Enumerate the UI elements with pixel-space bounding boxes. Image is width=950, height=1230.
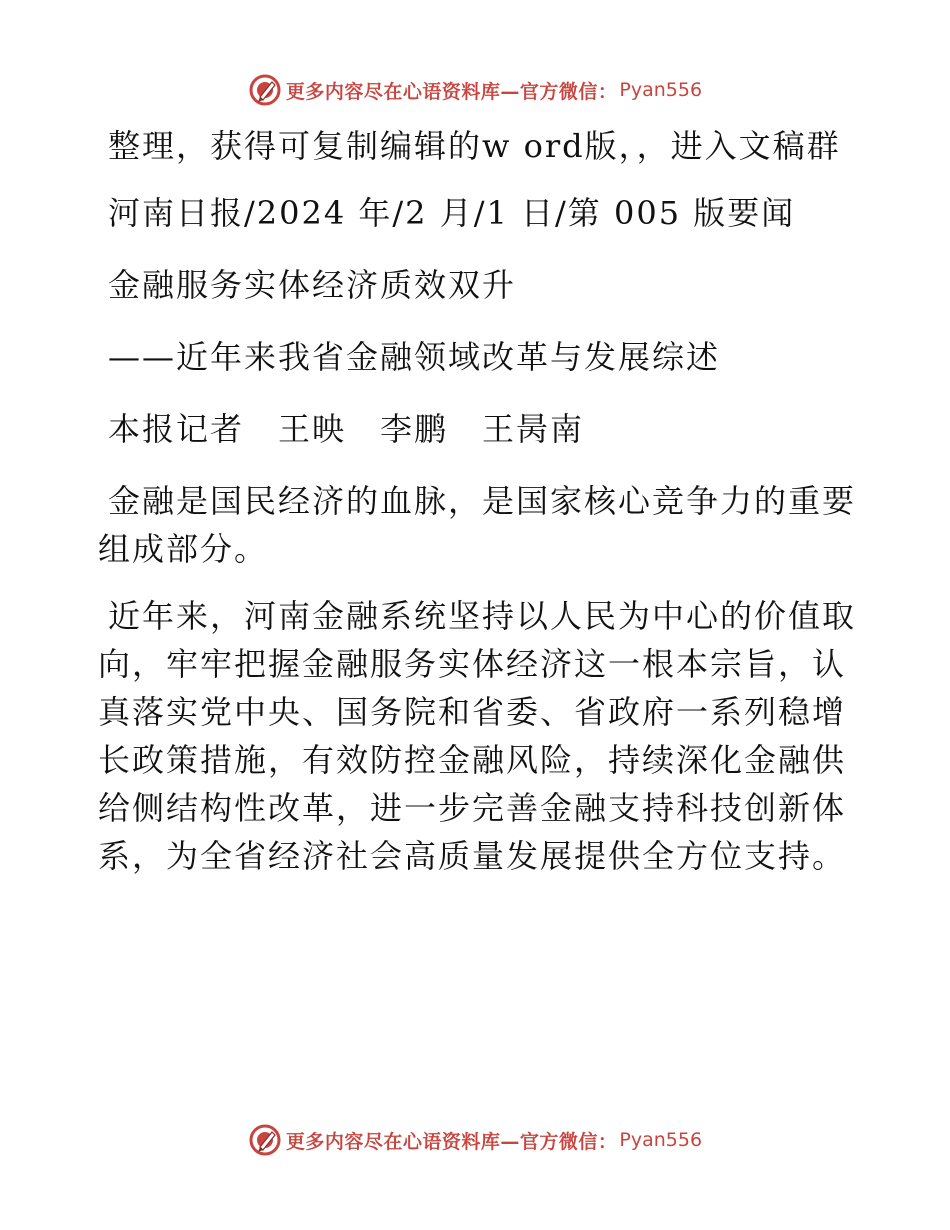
wechat-id: Pyan556 [619, 1129, 703, 1151]
document-body [98, 122, 858, 880]
doc-title: 金融服务实体经济质效双升 [108, 266, 517, 304]
red-seal-pen-icon [248, 1123, 282, 1157]
doc-paragraph: 近年来，河南金融系统坚持以人民为中心的价值取向，牢牢把握金融服务实体经济这一根本宗旨，认真落实党中央、国务院和省委、省政府一系列稳增长政策措施，有效防控金融风险，持续深化金融供给侧结构性改革，进一步完善金融支持科技创新体系，为全省经济社会高质量发展提供全方位支持。 [98, 597, 857, 875]
doc-note: 整理，获得可复制编辑的w ord版，，进入文稿群 [108, 127, 841, 165]
doc-subtitle: ——近年来我省金融领域改革与发展综述 [108, 338, 721, 376]
watermark-text: 更多内容尽在心语资料库—官方微信： [285, 1130, 618, 1153]
wechat-id: Pyan556 [619, 79, 703, 101]
doc-byline: 本报记者 王映 李鹏 王昺南 [108, 410, 585, 448]
doc-paragraph: 金融是国民经济的血脉，是国家核心竞争力的重要组成部分。 [98, 482, 857, 568]
doc-source: 河南日报/2024 年/2 月/1 日/第 005 版要闻 [108, 194, 796, 232]
red-seal-pen-icon [248, 73, 282, 107]
watermark-text: 更多内容尽在心语资料库—官方微信： [285, 80, 618, 103]
watermark-banner-top [0, 70, 950, 110]
watermark-banner-bottom [0, 1120, 950, 1160]
